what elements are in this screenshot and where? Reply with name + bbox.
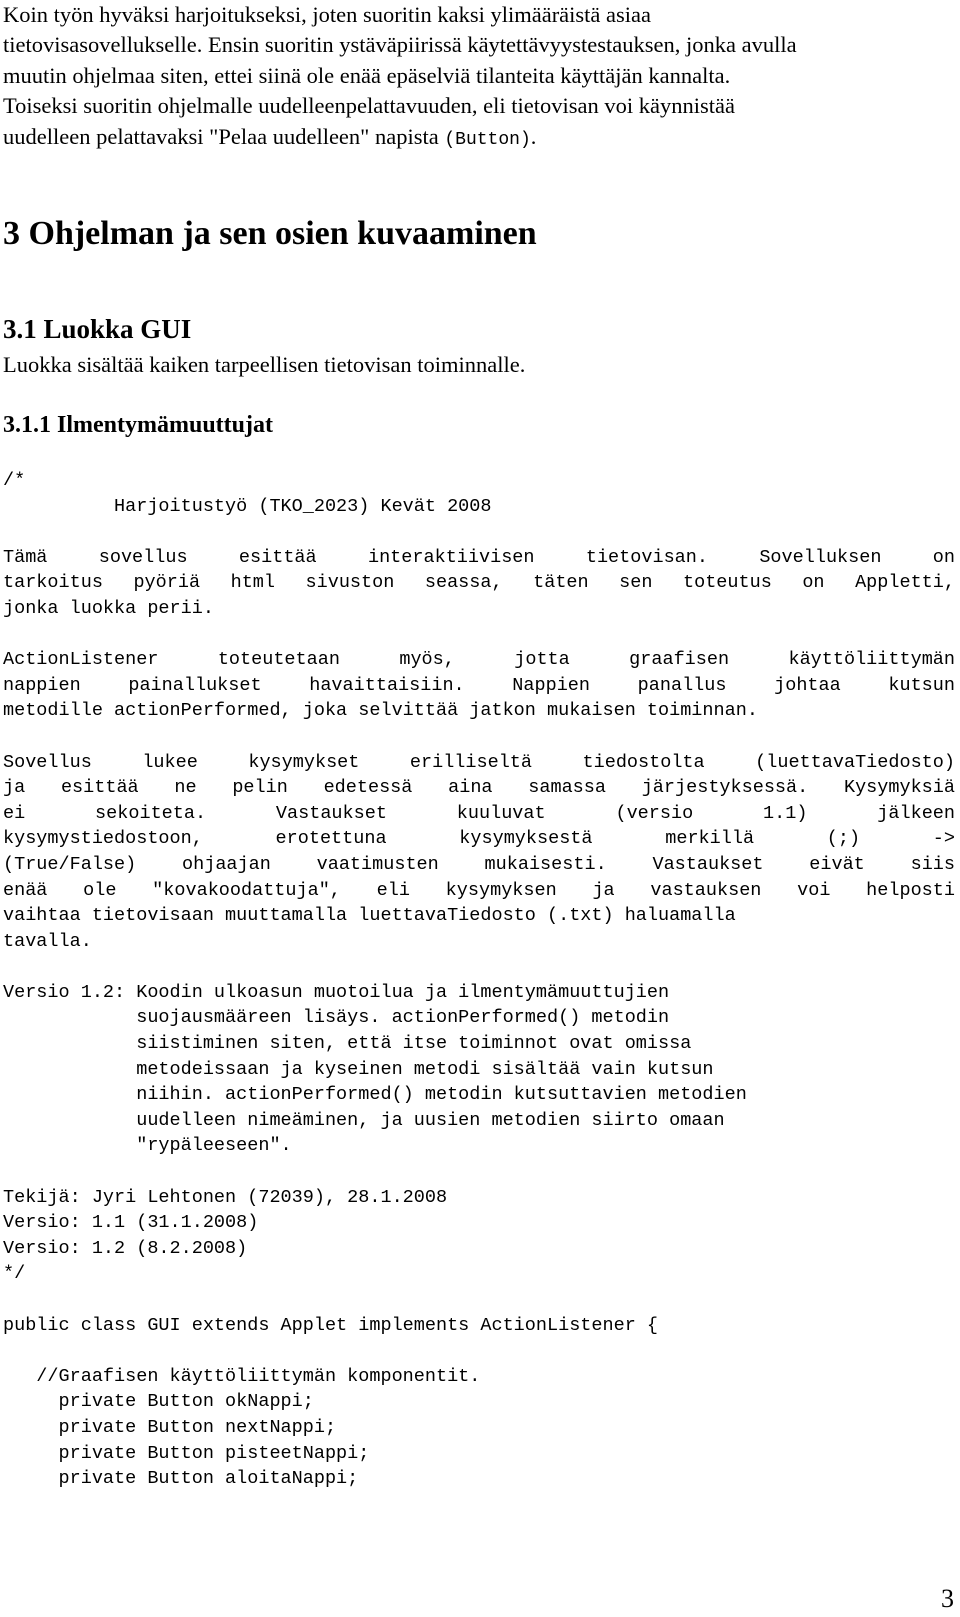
author-line: Tekijä: Jyri Lehtonen (72039), 28.1.2008 [3,1186,448,1208]
code-line: Sovellus lukee kysymykset erilliseltä tiedostolta (luettavaTiedosto) [3,751,955,773]
code-line: kysymystiedostoon, erotettuna kysymyksestä merkillä (;) -> [3,828,955,850]
intro-line-end: . [530,123,537,149]
field-declaration: private Button aloitaNappi; [3,1468,359,1490]
code-line: ei sekoiteta. Vastaukset kuuluvat (versio 1.1) jälkeen [3,802,955,824]
intro-line: tietovisasovellukselle. Ensin suoritin ystäväpiirissä käytettävyystestauksen, jonka avulla [3,32,797,58]
code-listing [3,468,955,1492]
comment-header: Harjoitustyö (TKO_2023) Kevät 2008 [3,495,492,517]
page-number: 3 [941,1584,954,1613]
version-note-line: Versio 1.2: Koodin ulkoasun muotoilua ja ilmentymämuuttujien [3,981,670,1003]
code-line: tavalla. [3,930,92,952]
code-line: enää ole "kovakoodattuja", eli kysymyksen ja vastauksen voi helposti [3,879,955,901]
intro-line: muutin ohjelmaa siten, ettei siinä ole enää epäselviä tilanteita käyttäjän kannalta. [3,62,731,88]
version-note-line: niihin. actionPerformed() metodin kutsuttavien metodien [3,1084,747,1106]
version-line: Versio: 1.1 (31.1.2008) [3,1212,259,1234]
version-note-line: siistiminen siten, että itse toiminnot ovat omissa [3,1033,692,1055]
code-line: ActionListener toteutetaan myös, jotta graafisen käyttöliittymän [3,649,955,671]
subsection-heading: 3.1 Luokka GUI [3,314,192,344]
code-line: ja esittää ne pelin edetessä aina samassa järjestyksessä. Kysymyksiä [3,777,955,799]
code-line: metodille actionPerformed, joka selvittää jatkon mukaisen toiminnan. [3,700,758,722]
section-heading: 3 Ohjelman ja sen osien kuvaaminen [3,215,537,252]
intro-line: Koin työn hyväksi harjoitukseksi, joten suoritin kaksi ylimääräistä asiaa [3,2,652,27]
code-line: nappien painallukset havaittaisiin. Nappien panallus johtaa kutsun [3,674,955,696]
inline-code: (Button) [444,129,531,150]
version-note-line: metodeissaan ja kyseinen metodi sisältää vain kutsun [3,1058,714,1080]
comment-close: */ [3,1263,26,1285]
field-declaration: private Button pisteetNappi; [3,1442,370,1464]
version-line: Versio: 1.2 (8.2.2008) [3,1237,248,1259]
subsubsection-heading: 3.1.1 Ilmentymämuuttujat [3,412,273,438]
code-comment: //Graafisen käyttöliittymän komponentit. [3,1365,481,1387]
code-line: tarkoitus pyöriä html sivuston seassa, täten sen toteutus on Appletti, [3,572,955,594]
version-note-line: "rypäleeseen". [3,1135,292,1157]
code-line: Tämä sovellus esittää interaktiivisen tietovisan. Sovelluksen on [3,546,955,568]
version-note-line: uudelleen nimeäminen, ja uusien metodien siirto omaan [3,1109,725,1131]
version-note-line: suojausmääreen lisäys. actionPerformed() metodin [3,1007,670,1029]
field-declaration: private Button okNappi; [3,1391,314,1413]
class-declaration: public class GUI extends Applet implements ActionListener { [3,1314,659,1336]
comment-open: /* [3,470,26,491]
subsection-description: Luokka sisältää kaiken tarpeellisen tietovisan toiminnalle. [3,352,526,377]
intro-line [3,122,955,155]
code-line: vaihtaa tietovisaan muuttamalla luettavaTiedosto (.txt) haluamalla [3,905,736,927]
intro-line: Toiseksi suoritin ohjelmalle uudelleenpelattavuuden, eli tietovisan voi käynnistää [3,93,735,119]
intro-paragraph [3,0,955,155]
field-declaration: private Button nextNappi; [3,1416,337,1438]
intro-line-text: uudelleen pelattavaksi "Pelaa uudelleen" napista [3,123,445,149]
code-line: (True/False) ohjaajan vaatimusten mukaisesti. Vastaukset eivät siis [3,853,955,875]
code-line: jonka luokka perii. [3,597,214,619]
